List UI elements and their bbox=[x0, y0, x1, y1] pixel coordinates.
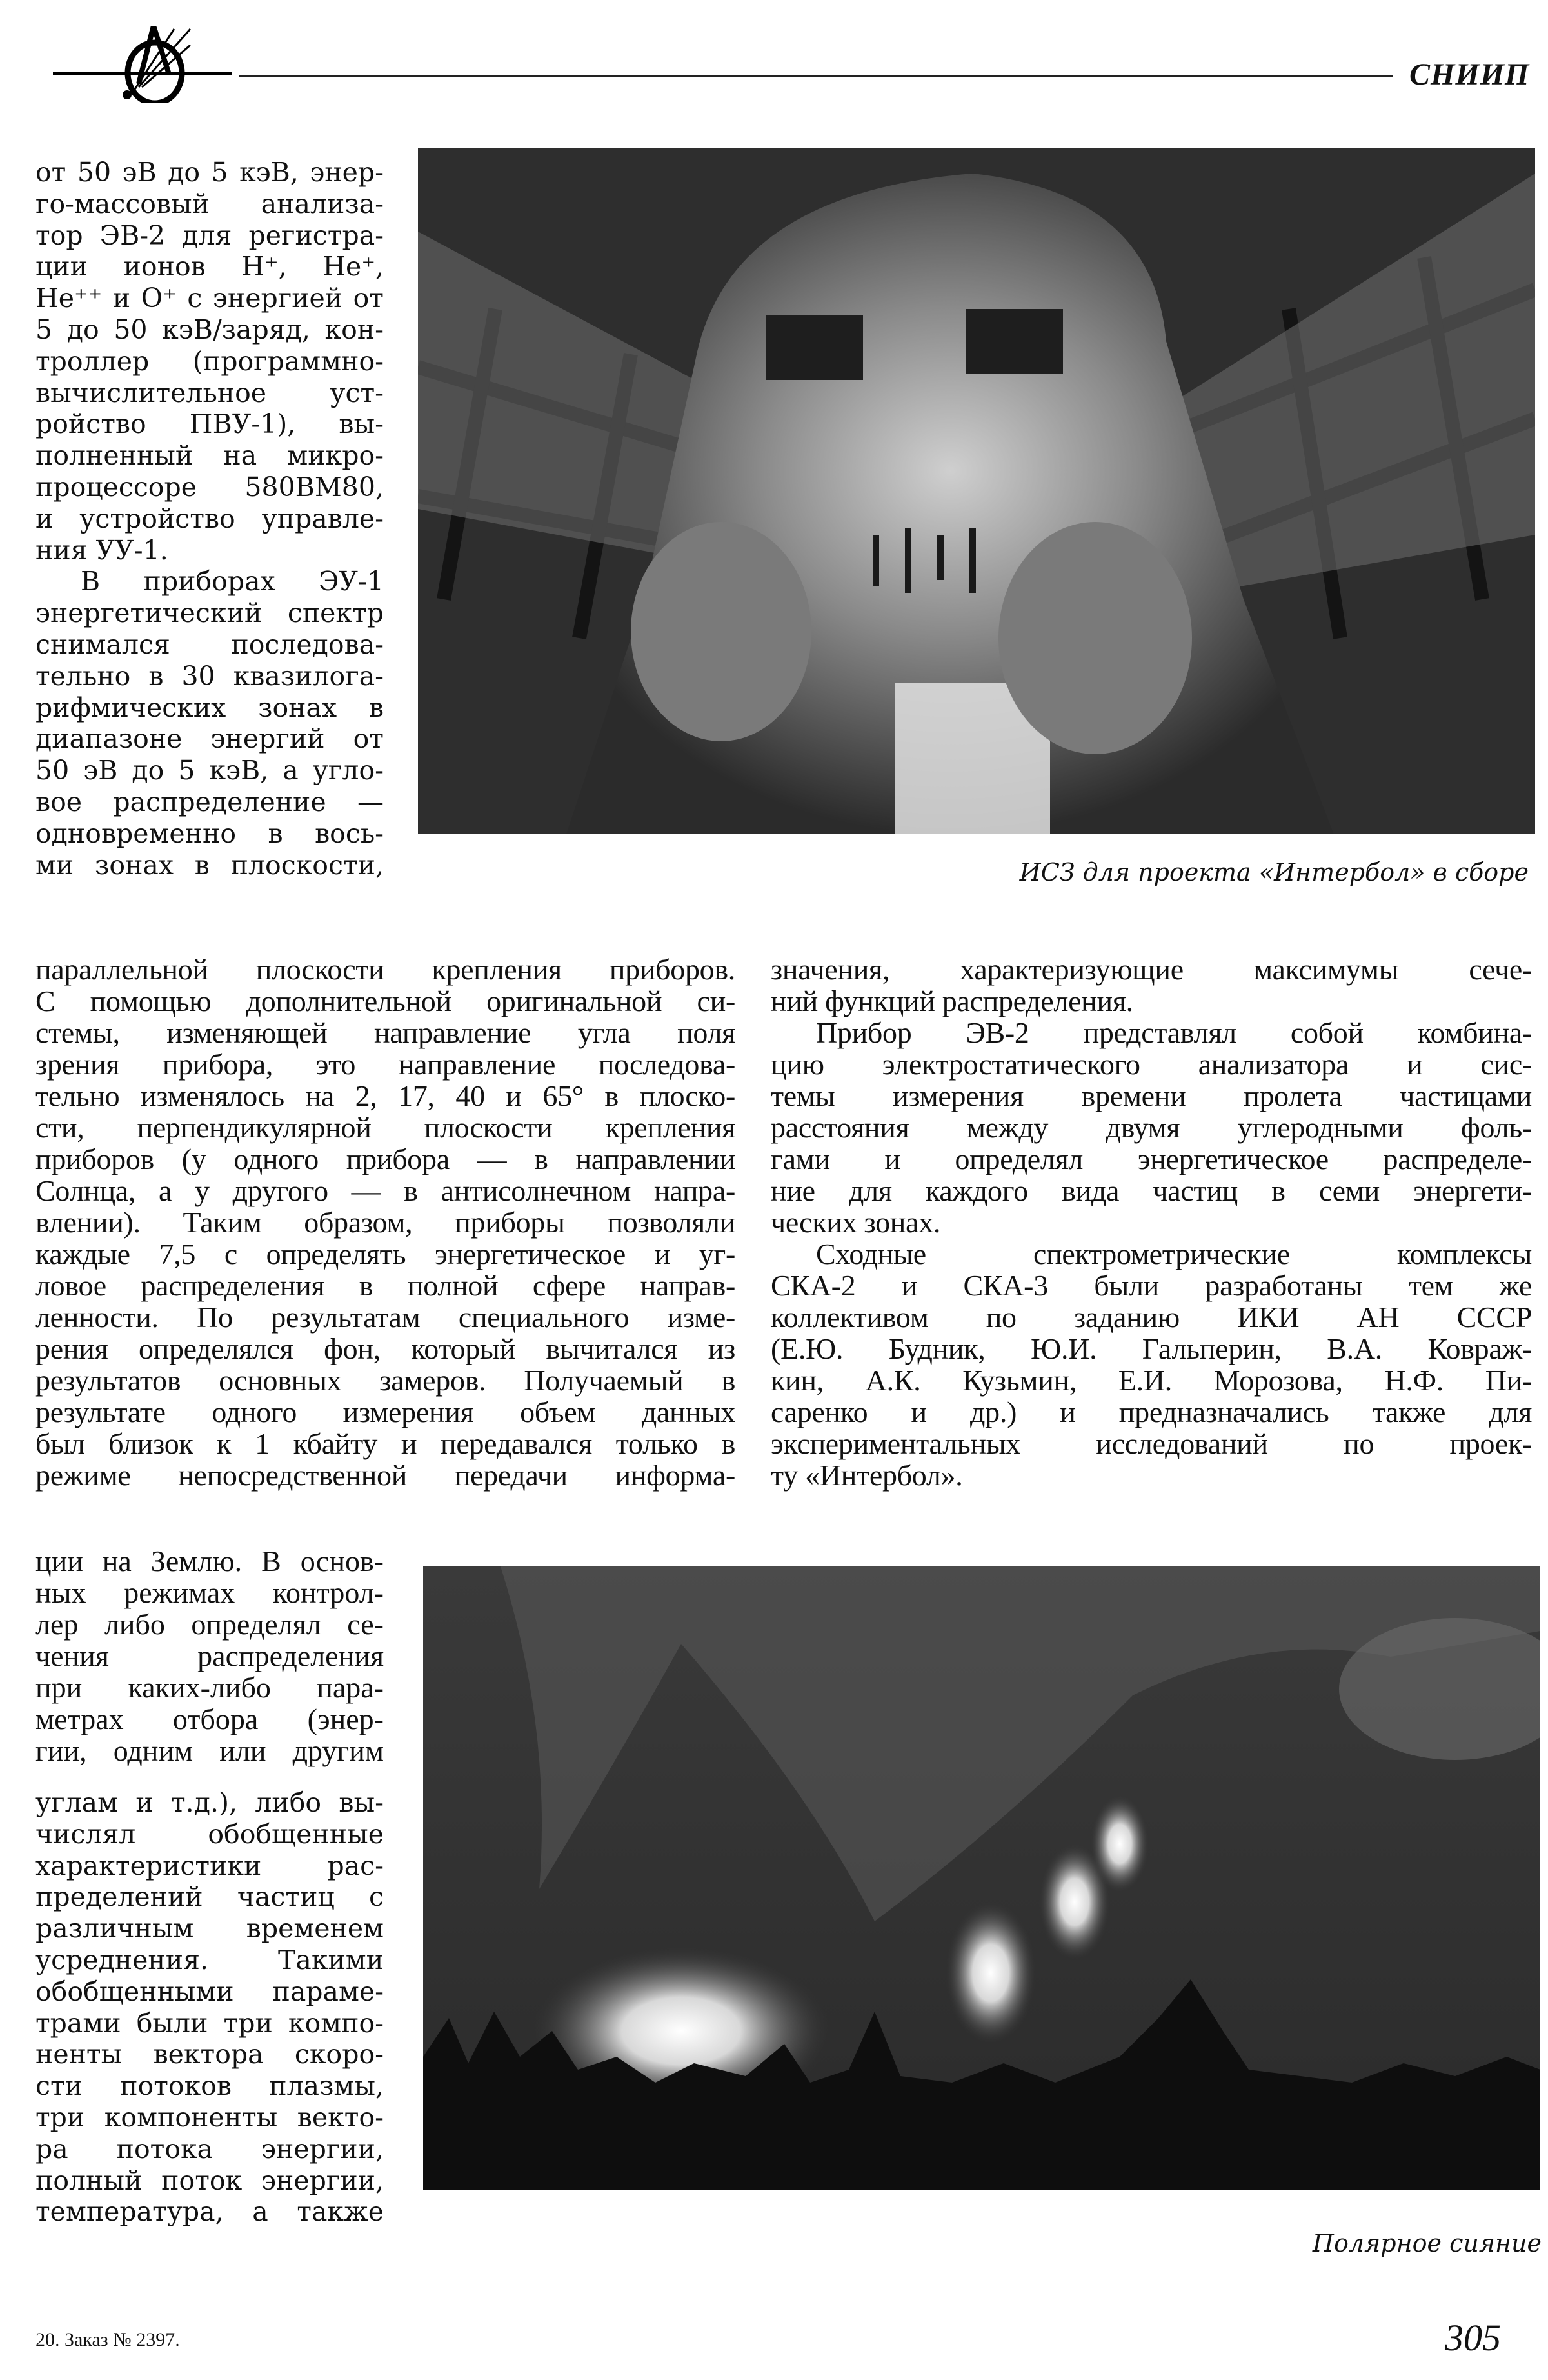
text-line: ненты вектора скоро- bbox=[35, 2039, 384, 2070]
text-line: тельно в 30 квазилога- bbox=[35, 660, 384, 692]
left-column-bottom-text bbox=[35, 1787, 384, 2228]
text-line: экспериментальных исследований по проек- bbox=[771, 1427, 1532, 1460]
text-line: зрения прибора, это направление последова- bbox=[35, 1048, 735, 1081]
text-line: саренко и др.) и предназначались также для bbox=[771, 1395, 1532, 1428]
text-line: ту «Интербол». bbox=[771, 1459, 963, 1492]
text-line: гами и определял энергетическое распределе- bbox=[771, 1143, 1532, 1175]
text-line: кин, А.К. Кузьмин, Е.И. Морозова, Н.Ф. Пи- bbox=[771, 1364, 1532, 1397]
aurora-image bbox=[423, 1566, 1540, 2190]
figure-caption-satellite: ИСЗ для проекта «Интербол» в сборе bbox=[1019, 858, 1529, 886]
text-line: параллельной плоскости крепления приборов. bbox=[35, 953, 735, 986]
page-number: 305 bbox=[1445, 2317, 1501, 2359]
text-line: влении). Таким образом, приборы позволяли bbox=[35, 1206, 735, 1239]
text-line: ловое распределения в полной сфере направ- bbox=[35, 1269, 735, 1302]
text-line: тельно изменялось на 2, 17, 40 и 65° в плоско- bbox=[35, 1079, 735, 1112]
text-line: ми зонах в плоскости, bbox=[35, 849, 384, 881]
text-line: каждые 7,5 с определять энергетическое и уг- bbox=[35, 1237, 735, 1270]
text-line: ных режимах контрол- bbox=[35, 1576, 384, 1609]
text-line: ленности. По результатам специального изме- bbox=[35, 1301, 735, 1334]
text-line: темы измерения времени пролета частицами bbox=[771, 1079, 1532, 1112]
text-line: характеристики рас- bbox=[35, 1850, 384, 1881]
text-line: энергетический спектр bbox=[35, 597, 384, 629]
text-line: вое распределение — bbox=[35, 786, 384, 817]
text-line: ройство ПВУ-1), вы- bbox=[35, 408, 384, 440]
left-column-wide-text bbox=[35, 954, 735, 1491]
text-line: гии, одним или другим bbox=[35, 1734, 384, 1767]
text-line: Солнца, а у другого — в антисолнечном напра- bbox=[35, 1174, 735, 1207]
text-line: тор ЭВ-2 для регистра- bbox=[35, 219, 384, 251]
text-line: ний функций распределения. bbox=[771, 985, 1133, 1017]
text-line: одновременно в вось- bbox=[35, 817, 384, 849]
text-line: ческих зонах. bbox=[771, 1206, 941, 1239]
print-order-number: 20. Заказ № 2397. bbox=[35, 2329, 180, 2350]
text-line: цию электростатического анализатора и сис- bbox=[771, 1048, 1532, 1081]
paragraph-start: В приборах ЭУ-1 bbox=[81, 566, 384, 597]
text-line: лер либо определял се- bbox=[35, 1608, 384, 1641]
compass-satellite-logo-icon bbox=[26, 26, 232, 103]
text-line: троллер (программно- bbox=[35, 345, 384, 377]
text-line: ции ионов H⁺, He⁺, bbox=[35, 251, 384, 283]
text-line: и устройство управле- bbox=[35, 503, 384, 534]
text-line: (Е.Ю. Будник, Ю.И. Гальперин, В.А. Ковраж- bbox=[771, 1332, 1532, 1365]
text-line: С помощью дополнительной оригинальной си- bbox=[35, 985, 735, 1017]
text-line: от 50 эВ до 5 кэВ, энер- bbox=[35, 157, 384, 188]
aurora-photo bbox=[423, 1566, 1540, 2190]
text-line: результатов основных замеров. Получаемый в bbox=[35, 1364, 735, 1397]
left-column-top-text bbox=[35, 157, 384, 881]
text-line: ции на Землю. В основ- bbox=[35, 1545, 384, 1577]
text-line: результате одного измерения объем данных bbox=[35, 1395, 735, 1428]
paragraph-start: Прибор ЭВ-2 представлял собой комбина- bbox=[816, 1016, 1532, 1049]
text-line: чения распределения bbox=[35, 1639, 384, 1672]
text-line: ра потока энергии, bbox=[35, 2133, 384, 2165]
left-column-bottom-condensed-text bbox=[35, 1545, 384, 1766]
text-line: рения определялся фон, который вычитался из bbox=[35, 1332, 735, 1365]
text-line: ние для каждого вида частиц в семи энергети- bbox=[771, 1174, 1532, 1207]
text-line: трами были три компо- bbox=[35, 2007, 384, 2039]
text-line: температура, а также bbox=[35, 2196, 384, 2228]
paragraph-start: Сходные спектрометрические комплексы bbox=[816, 1237, 1532, 1270]
section-title: СНИИП bbox=[1409, 57, 1530, 92]
text-line: He⁺⁺ и O⁺ с энергией от bbox=[35, 283, 384, 314]
satellite-photo bbox=[418, 148, 1535, 834]
text-line: снимался последова- bbox=[35, 628, 384, 660]
text-line: коллективом по заданию ИКИ АН СССР bbox=[771, 1301, 1532, 1334]
text-line: вычислительное уст- bbox=[35, 377, 384, 408]
text-line: полный поток энергии, bbox=[35, 2165, 384, 2196]
text-line: обобщенными параме- bbox=[35, 1975, 384, 2007]
text-line: углам и т.д.), либо вы- bbox=[35, 1787, 384, 1818]
text-line: сти потоков плазмы, bbox=[35, 2070, 384, 2102]
text-line: го-массовый анализа- bbox=[35, 188, 384, 219]
text-line: стемы, изменяющей направление угла поля bbox=[35, 1016, 735, 1049]
text-line: значения, характеризующие максимумы сече- bbox=[771, 953, 1532, 986]
text-line: числял обобщенные bbox=[35, 1818, 384, 1850]
text-line: режиме непосредственной передачи информа- bbox=[35, 1459, 735, 1492]
text-line: три компоненты векто- bbox=[35, 2101, 384, 2133]
figure-caption-aurora: Полярное сияние bbox=[1312, 2229, 1542, 2257]
text-line: метрах отбора (энер- bbox=[35, 1703, 384, 1735]
satellite-image bbox=[418, 148, 1535, 834]
text-line: диапазоне энергий от bbox=[35, 723, 384, 755]
publisher-logo bbox=[26, 26, 232, 103]
text-line: процессоре 580ВМ80, bbox=[35, 471, 384, 503]
text-line: 50 эВ до 5 кэВ, а угло- bbox=[35, 755, 384, 786]
text-line: усреднения. Такими bbox=[35, 1944, 384, 1975]
text-line: ния УУ-1. bbox=[35, 534, 168, 566]
text-line: пределений частиц с bbox=[35, 1881, 384, 1913]
text-line: был близок к 1 кбайту и передавался только в bbox=[35, 1427, 735, 1460]
text-line: при каких-либо пара- bbox=[35, 1671, 384, 1704]
header-rule bbox=[239, 75, 1393, 77]
text-line: рифмических зонах в bbox=[35, 692, 384, 723]
text-line: различным временем bbox=[35, 1913, 384, 1945]
text-line: сти, перпендикулярной плоскости крепления bbox=[35, 1111, 735, 1144]
text-line: расстояния между двумя углеродными фоль- bbox=[771, 1111, 1532, 1144]
text-line: приборов (у одного прибора — в направлении bbox=[35, 1143, 735, 1175]
text-line: СКА-2 и СКА-3 были разработаны тем же bbox=[771, 1269, 1532, 1302]
text-line: полненный на микро- bbox=[35, 440, 384, 472]
text-line: 5 до 50 кэВ/заряд, кон- bbox=[35, 314, 384, 345]
right-column-text bbox=[771, 954, 1532, 1491]
